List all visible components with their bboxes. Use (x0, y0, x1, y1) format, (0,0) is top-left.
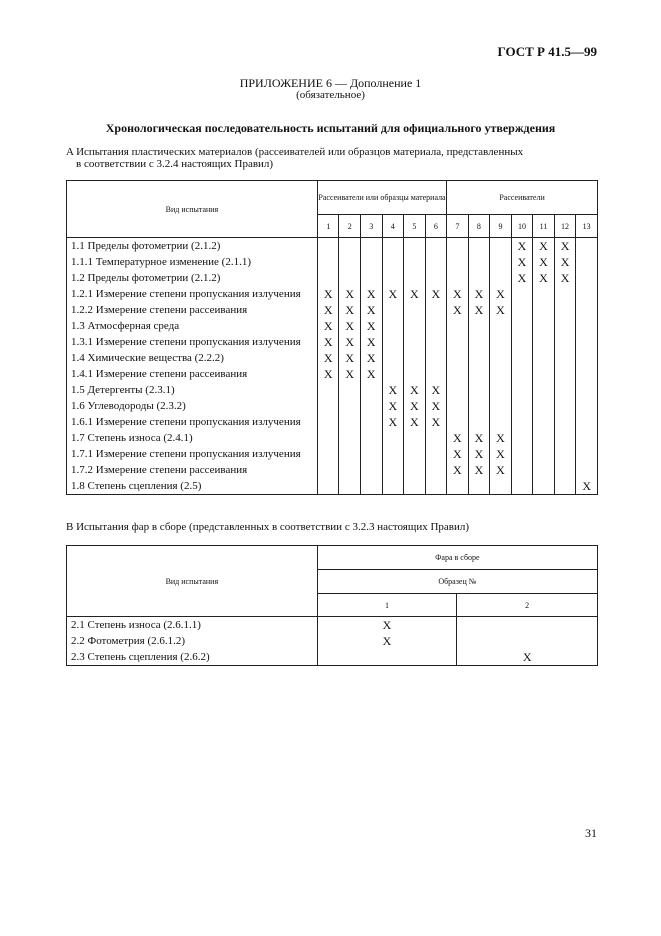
section-a-line1: A Испытания пластических материалов (рассеивателей или образцов материала, представленных (66, 146, 524, 158)
mark-cell (533, 318, 555, 334)
column-number: 5 (404, 215, 426, 238)
mark-cell: X (490, 430, 512, 446)
mark-cell (576, 270, 598, 286)
mark-cell (554, 350, 576, 366)
mark-cell: X (360, 350, 382, 366)
test-name-cell: 2.1 Степень износа (2.6.1.1) (67, 617, 318, 634)
mark-cell: X (447, 462, 469, 478)
mark-cell (533, 302, 555, 318)
mark-cell (317, 238, 339, 255)
mark-cell: X (447, 302, 469, 318)
mark-cell: X (554, 238, 576, 255)
mark-cell: X (468, 462, 490, 478)
mark-cell (490, 414, 512, 430)
mark-cell (382, 462, 404, 478)
mark-cell: X (533, 270, 555, 286)
column-number: 6 (425, 215, 447, 238)
test-name-cell: 1.6 Углеводороды (2.3.2) (67, 398, 318, 414)
mark-cell (490, 478, 512, 495)
mark-cell (425, 350, 447, 366)
mark-cell (511, 446, 533, 462)
mark-cell: X (382, 414, 404, 430)
mark-cell (511, 366, 533, 382)
test-name-cell: 2.3 Степень сцепления (2.6.2) (67, 649, 318, 666)
table-row (67, 649, 598, 666)
column-number: 3 (360, 215, 382, 238)
mark-cell (447, 318, 469, 334)
mark-cell: X (339, 334, 361, 350)
header-headlamp-assembly: Фара в сборе (317, 546, 597, 570)
mark-cell (360, 462, 382, 478)
mark-cell (457, 633, 598, 649)
mark-cell (317, 382, 339, 398)
mark-cell: X (382, 286, 404, 302)
mark-cell (576, 254, 598, 270)
mark-cell: X (490, 446, 512, 462)
mark-cell (317, 398, 339, 414)
mark-cell (511, 414, 533, 430)
mark-cell (317, 649, 457, 666)
table-row (67, 302, 598, 318)
mark-cell (533, 462, 555, 478)
mark-cell: X (317, 286, 339, 302)
table-row (67, 366, 598, 382)
mark-cell (576, 446, 598, 462)
column-number: 9 (490, 215, 512, 238)
mark-cell (554, 430, 576, 446)
mark-cell (382, 366, 404, 382)
column-number: 1 (317, 215, 339, 238)
section-b-intro: B Испытания фар в сборе (представленных в соответствии с 3.2.3 настоящих Правил) (66, 521, 470, 533)
test-name-cell: 2.2 Фотометрия (2.6.1.2) (67, 633, 318, 649)
main-title: Хронологическая последовательность испытаний для официального утверждения (105, 121, 556, 135)
mark-cell (490, 382, 512, 398)
document-number: ГОСТ Р 41.5—99 (497, 44, 597, 59)
mark-cell: X (425, 398, 447, 414)
mark-cell: X (468, 286, 490, 302)
mark-cell: X (339, 350, 361, 366)
section-a-intro (66, 146, 586, 170)
appendix-subtitle: (обязательное) (296, 89, 365, 101)
mark-cell (554, 462, 576, 478)
mark-cell (490, 334, 512, 350)
header-test-type: Вид испытания (67, 181, 318, 238)
mark-cell (468, 334, 490, 350)
mark-cell: X (468, 430, 490, 446)
mark-cell (490, 366, 512, 382)
mark-cell (576, 430, 598, 446)
mark-cell (360, 430, 382, 446)
mark-cell (339, 446, 361, 462)
column-number: 7 (447, 215, 469, 238)
mark-cell (404, 366, 426, 382)
mark-cell: X (339, 366, 361, 382)
mark-cell (425, 462, 447, 478)
mark-cell (576, 366, 598, 382)
mark-cell (404, 334, 426, 350)
mark-cell (576, 462, 598, 478)
test-name-cell: 1.7.1 Измерение степени пропускания излучения (67, 446, 318, 462)
mark-cell (468, 270, 490, 286)
table-row (67, 398, 598, 414)
mark-cell (404, 302, 426, 318)
mark-cell (576, 350, 598, 366)
mark-cell: X (360, 318, 382, 334)
mark-cell: X (511, 238, 533, 255)
mark-cell (468, 254, 490, 270)
header-test-type: Вид испытания (67, 546, 318, 617)
mark-cell (360, 398, 382, 414)
mark-cell: X (554, 270, 576, 286)
mark-cell: X (576, 478, 598, 495)
mark-cell (447, 382, 469, 398)
column-number: 1 (317, 594, 457, 617)
mark-cell (490, 270, 512, 286)
mark-cell (490, 238, 512, 255)
mark-cell (533, 366, 555, 382)
mark-cell: X (490, 302, 512, 318)
mark-cell (447, 478, 469, 495)
mark-cell (576, 334, 598, 350)
mark-cell (511, 430, 533, 446)
column-number: 12 (554, 215, 576, 238)
mark-cell (468, 318, 490, 334)
mark-cell (554, 446, 576, 462)
mark-cell (382, 302, 404, 318)
mark-cell (490, 318, 512, 334)
mark-cell: X (490, 462, 512, 478)
appendix-title: ПРИЛОЖЕНИЕ 6 — Дополнение 1 (239, 76, 422, 90)
mark-cell (317, 254, 339, 270)
table-row (67, 462, 598, 478)
mark-cell (533, 478, 555, 495)
mark-cell (468, 398, 490, 414)
mark-cell (339, 414, 361, 430)
table-section-a (66, 180, 598, 495)
mark-cell (360, 414, 382, 430)
column-number: 2 (457, 594, 598, 617)
test-name-cell: 1.3.1 Измерение степени пропускания излучения (67, 334, 318, 350)
test-name-cell: 1.7 Степень износа (2.4.1) (67, 430, 318, 446)
mark-cell: X (382, 382, 404, 398)
mark-cell (447, 350, 469, 366)
mark-cell (317, 462, 339, 478)
mark-cell (511, 462, 533, 478)
table-section-b (66, 545, 598, 666)
test-name-cell: 1.4 Химические вещества (2.2.2) (67, 350, 318, 366)
mark-cell (554, 318, 576, 334)
mark-cell (511, 334, 533, 350)
mark-cell (533, 446, 555, 462)
mark-cell (554, 478, 576, 495)
mark-cell (576, 318, 598, 334)
test-name-cell: 1.7.2 Измерение степени рассеивания (67, 462, 318, 478)
mark-cell (447, 414, 469, 430)
column-number: 13 (576, 215, 598, 238)
table-row (67, 414, 598, 430)
mark-cell (533, 286, 555, 302)
table-row (67, 478, 598, 495)
mark-cell (447, 366, 469, 382)
mark-cell (533, 414, 555, 430)
mark-cell: X (468, 302, 490, 318)
mark-cell: X (404, 382, 426, 398)
column-number: 4 (382, 215, 404, 238)
test-name-cell: 1.3 Атмосферная среда (67, 318, 318, 334)
page-number: 31 (585, 826, 597, 840)
mark-cell (511, 350, 533, 366)
mark-cell (425, 478, 447, 495)
mark-cell (468, 366, 490, 382)
mark-cell (447, 334, 469, 350)
mark-cell: X (425, 414, 447, 430)
mark-cell (468, 478, 490, 495)
mark-cell (533, 350, 555, 366)
mark-cell (317, 270, 339, 286)
table-row (67, 350, 598, 366)
mark-cell (533, 430, 555, 446)
mark-cell (468, 382, 490, 398)
mark-cell (425, 334, 447, 350)
table-b-body (67, 617, 598, 666)
header-sample-number: Образец № (317, 570, 597, 594)
mark-cell: X (317, 617, 457, 634)
mark-cell: X (317, 334, 339, 350)
table-a-body (67, 238, 598, 495)
mark-cell: X (404, 286, 426, 302)
mark-cell: X (317, 302, 339, 318)
mark-cell (425, 430, 447, 446)
mark-cell: X (317, 366, 339, 382)
mark-cell: X (490, 286, 512, 302)
mark-cell: X (457, 649, 598, 666)
mark-cell (511, 398, 533, 414)
mark-cell (382, 238, 404, 255)
mark-cell (457, 617, 598, 634)
table-row (67, 382, 598, 398)
mark-cell: X (339, 286, 361, 302)
test-name-cell: 1.2.2 Измерение степени рассеивания (67, 302, 318, 318)
mark-cell (576, 302, 598, 318)
mark-cell: X (511, 270, 533, 286)
test-name-cell: 1.1 Пределы фотометрии (2.1.2) (67, 238, 318, 255)
mark-cell (576, 286, 598, 302)
mark-cell (404, 462, 426, 478)
mark-cell (382, 318, 404, 334)
mark-cell (404, 350, 426, 366)
section-a-line2: в соответствии с 3.2.4 настоящих Правил) (76, 158, 274, 170)
test-name-cell: 1.5 Детергенты (2.3.1) (67, 382, 318, 398)
mark-cell (468, 350, 490, 366)
mark-cell: X (317, 350, 339, 366)
mark-cell (576, 382, 598, 398)
mark-cell (447, 270, 469, 286)
mark-cell (490, 398, 512, 414)
mark-cell: X (360, 302, 382, 318)
mark-cell (425, 366, 447, 382)
mark-cell (339, 382, 361, 398)
mark-cell: X (317, 633, 457, 649)
mark-cell (425, 446, 447, 462)
mark-cell (511, 478, 533, 495)
mark-cell (404, 254, 426, 270)
mark-cell: X (447, 446, 469, 462)
mark-cell (425, 238, 447, 255)
mark-cell (554, 334, 576, 350)
mark-cell (360, 478, 382, 495)
mark-cell (404, 318, 426, 334)
mark-cell: X (468, 446, 490, 462)
mark-cell: X (425, 382, 447, 398)
table-row (67, 318, 598, 334)
mark-cell (533, 382, 555, 398)
mark-cell (317, 414, 339, 430)
mark-cell (404, 270, 426, 286)
mark-cell: X (339, 302, 361, 318)
table-row (67, 633, 598, 649)
mark-cell (511, 382, 533, 398)
mark-cell (339, 430, 361, 446)
mark-cell (339, 478, 361, 495)
mark-cell (490, 254, 512, 270)
mark-cell: X (360, 286, 382, 302)
test-name-cell: 1.4.1 Измерение степени рассеивания (67, 366, 318, 382)
mark-cell (425, 270, 447, 286)
mark-cell: X (533, 254, 555, 270)
mark-cell (468, 414, 490, 430)
test-name-cell: 1.2.1 Измерение степени пропускания излучения (67, 286, 318, 302)
table-row (67, 334, 598, 350)
mark-cell (339, 238, 361, 255)
mark-cell (404, 446, 426, 462)
mark-cell (339, 254, 361, 270)
column-number: 10 (511, 215, 533, 238)
mark-cell (404, 238, 426, 255)
mark-cell: X (554, 254, 576, 270)
test-name-cell: 1.8 Степень сцепления (2.5) (67, 478, 318, 495)
mark-cell (360, 238, 382, 255)
mark-cell (511, 318, 533, 334)
mark-cell (533, 334, 555, 350)
mark-cell (317, 446, 339, 462)
mark-cell (576, 398, 598, 414)
mark-cell (554, 302, 576, 318)
mark-cell (339, 398, 361, 414)
mark-cell (554, 382, 576, 398)
test-name-cell: 1.2 Пределы фотометрии (2.1.2) (67, 270, 318, 286)
mark-cell (425, 254, 447, 270)
column-number: 8 (468, 215, 490, 238)
mark-cell (425, 318, 447, 334)
mark-cell (554, 398, 576, 414)
table-row (67, 254, 598, 270)
mark-cell (404, 478, 426, 495)
mark-cell (468, 238, 490, 255)
table-row (67, 238, 598, 255)
column-number: 11 (533, 215, 555, 238)
mark-cell (360, 254, 382, 270)
mark-cell (360, 270, 382, 286)
mark-cell (382, 270, 404, 286)
mark-cell (447, 238, 469, 255)
mark-cell: X (447, 430, 469, 446)
mark-cell (447, 398, 469, 414)
mark-cell (317, 478, 339, 495)
mark-cell: X (404, 414, 426, 430)
test-name-cell: 1.1.1 Температурное изменение (2.1.1) (67, 254, 318, 270)
mark-cell (511, 286, 533, 302)
mark-cell (360, 382, 382, 398)
header-group-lenses: Рассеиватели (447, 181, 598, 215)
mark-cell: X (425, 286, 447, 302)
mark-cell (317, 430, 339, 446)
mark-cell (360, 446, 382, 462)
column-number: 2 (339, 215, 361, 238)
mark-cell: X (404, 398, 426, 414)
mark-cell (339, 270, 361, 286)
table-row (67, 430, 598, 446)
mark-cell (382, 478, 404, 495)
mark-cell (382, 334, 404, 350)
mark-cell (425, 302, 447, 318)
mark-cell: X (533, 238, 555, 255)
header-group-lenses-or-samples: Рассеиватели или образцы материала (317, 181, 446, 215)
mark-cell (382, 430, 404, 446)
mark-cell: X (339, 318, 361, 334)
mark-cell (533, 398, 555, 414)
mark-cell (382, 446, 404, 462)
mark-cell (511, 302, 533, 318)
mark-cell (404, 430, 426, 446)
mark-cell (382, 350, 404, 366)
mark-cell (447, 254, 469, 270)
table-row (67, 286, 598, 302)
mark-cell (554, 286, 576, 302)
table-row (67, 617, 598, 634)
table-row (67, 446, 598, 462)
mark-cell (490, 350, 512, 366)
mark-cell: X (360, 334, 382, 350)
mark-cell: X (317, 318, 339, 334)
mark-cell (576, 414, 598, 430)
mark-cell: X (382, 398, 404, 414)
mark-cell (382, 254, 404, 270)
table-row (67, 270, 598, 286)
mark-cell (554, 414, 576, 430)
mark-cell (554, 366, 576, 382)
test-name-cell: 1.6.1 Измерение степени пропускания излучения (67, 414, 318, 430)
mark-cell: X (447, 286, 469, 302)
mark-cell (339, 462, 361, 478)
mark-cell: X (360, 366, 382, 382)
mark-cell: X (511, 254, 533, 270)
mark-cell (576, 238, 598, 255)
